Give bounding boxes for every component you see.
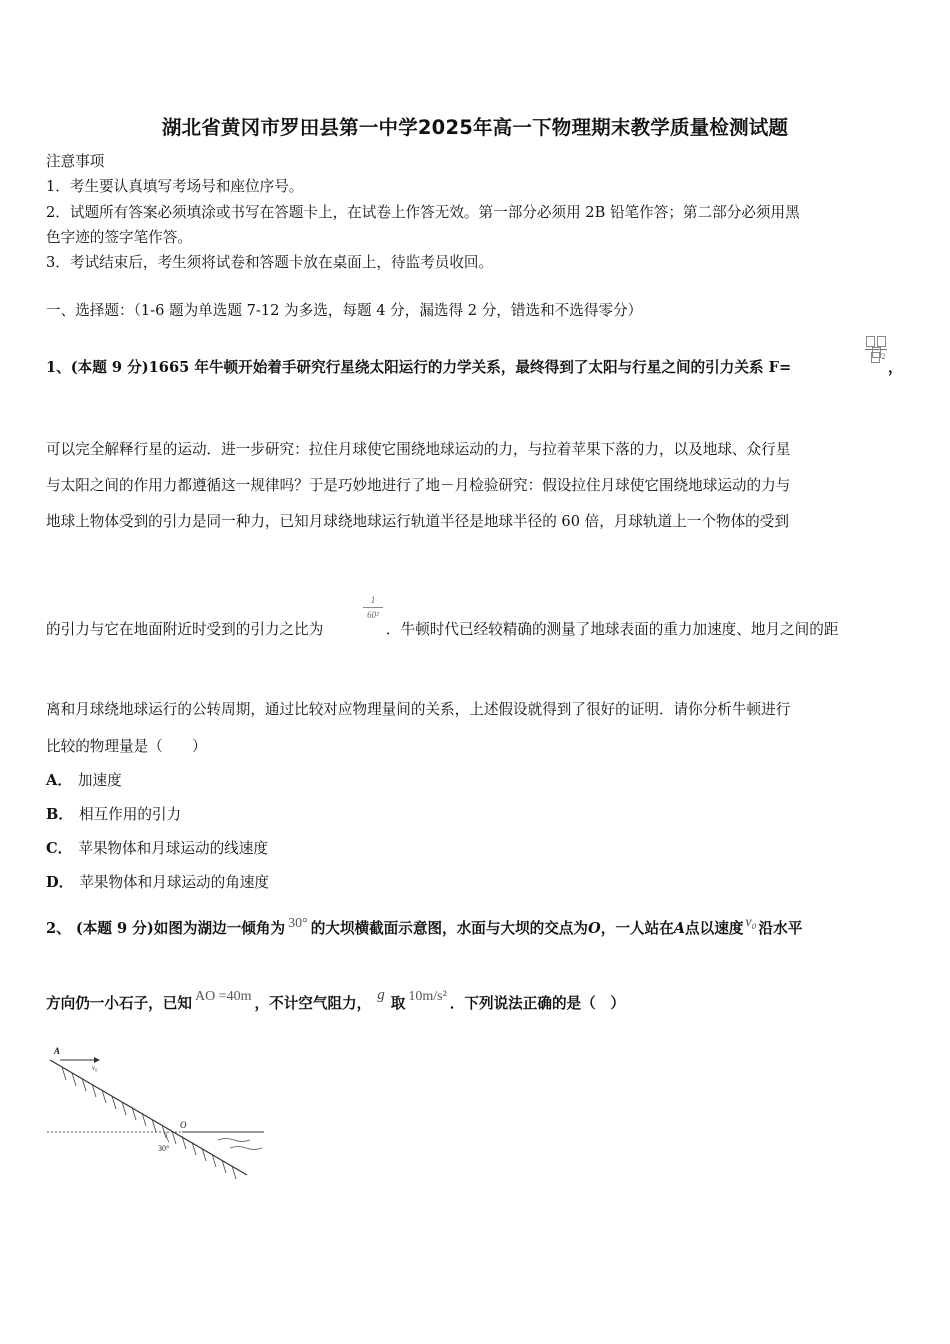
- q2-line-1: [46, 915, 803, 940]
- q1-line-1: [46, 358, 791, 378]
- angle-arc: [166, 1132, 169, 1142]
- q2-part-4: 点以速度: [685, 920, 744, 937]
- notice-item: 2．试题所有答案必须填涂或书写在答题卡上，在试卷上作答无效。第一部分必须用 2B 铅笔作答；第二部分必须用黑: [46, 204, 800, 221]
- q2-gval: 10m/s²: [408, 989, 447, 1004]
- fraction-numerator: 1: [370, 595, 376, 605]
- option-text: 相互作用的引力: [78, 806, 182, 823]
- notice-item: 色字迹的签字笔作答。: [46, 229, 192, 246]
- q1-line-5: [46, 620, 323, 640]
- section-heading: 一、选择题：（1-6 题为单选题 7-12 为多选，每题 4 分，漏选得 2 分，错选和不选得零分）: [46, 302, 643, 319]
- q2-part-1: 2、 (本题 9 分)如图为湖边一倾角为: [46, 920, 286, 937]
- fraction-denominator: 60²: [367, 610, 379, 620]
- q1-line-5a: 的引力与它在地面附近时受到的引力之比为: [46, 621, 324, 638]
- q1-option-b[interactable]: [46, 805, 181, 825]
- notice-heading: 注意事项: [46, 153, 105, 170]
- q1-line-7: 比较的物理量是（ ）: [46, 738, 207, 755]
- dam-hatching: [62, 1067, 236, 1179]
- option-label: A．: [46, 772, 72, 789]
- option-label: D．: [46, 874, 74, 891]
- option-text: 加速度: [77, 772, 122, 789]
- q1-line-2: 可以完全解释行星的运动．进一步研究：拉住月球使它围绕地球运动的力，与拉着苹果下落的力，以及地球、众行星: [46, 441, 791, 458]
- q1-line-6: 离和月球绕地球运行的公转周期，通过比较对应物理量间的关系，上述假设就得到了很好的证明．请你分析牛顿进行: [46, 701, 791, 718]
- label-a: A: [54, 1046, 61, 1056]
- q2-point-o: O: [588, 920, 601, 937]
- q2-v0: v₀: [745, 915, 757, 930]
- page-title: 湖北省黄冈市罗田县第一中学2025年高一下物理期末教学质量检测试题: [161, 116, 789, 139]
- q2-ao: AO =40m: [194, 989, 252, 1004]
- q1-ratio-fraction: [360, 594, 386, 626]
- q2-line-2b: ，不计空气阻力，: [254, 995, 372, 1012]
- option-label: B．: [46, 806, 73, 823]
- q1-prefix: 1、(本题 9 分)1665 年牛顿开始着手研究行星绕太阳运行的力学关系，最终得到了太阳与行星之间的引力关系 F=: [46, 359, 792, 376]
- water-wave: [218, 1139, 250, 1142]
- q2-point-a: A: [673, 920, 686, 937]
- q2-line-2c: 取: [390, 995, 406, 1012]
- q2-part-2: 的大坝横截面示意图，水面与大坝的交点为: [310, 920, 588, 937]
- q2-g: g: [377, 987, 385, 1003]
- q1-option-c[interactable]: [46, 839, 268, 859]
- v0-arrowhead: [94, 1057, 100, 1063]
- dam-slope: [50, 1060, 247, 1175]
- dam-figure: [42, 1040, 272, 1189]
- q1-option-a[interactable]: [46, 771, 122, 791]
- label-angle: 30°: [158, 1144, 170, 1153]
- notice-item: 1．考生要认真填写考场号和座位序号。: [46, 178, 304, 195]
- q1-option-d[interactable]: [46, 873, 269, 893]
- dam-diagram: [42, 1040, 272, 1185]
- q2-line-2: [46, 987, 625, 1015]
- q2-angle: 30°: [288, 916, 308, 931]
- q2-part-5: 沿水平: [758, 920, 803, 937]
- q1-suffix: ，: [888, 359, 903, 376]
- label-v0: v₀: [92, 1064, 98, 1072]
- q1-line-4: 地球上物体受到的引力是同一种力，已知月球绕地球运行轨道半径是地球半径的 60 倍，月球轨道上一个物体的受到: [46, 513, 789, 530]
- option-text: 苹果物体和月球运动的角速度: [79, 874, 269, 891]
- q1-line-3: 与太阳之间的作用力都遵循这一规律吗？于是巧妙地进行了地－月检验研究：假设拉住月球使它围绕地球运动的力与: [46, 477, 791, 494]
- option-text: 苹果物体和月球运动的线速度: [78, 840, 268, 857]
- q1-line-5b: ．牛顿时代已经较精确的测量了地球表面的重力加速度、地月之间的距: [386, 621, 839, 638]
- q1-formula-image: 2: [862, 334, 890, 364]
- option-label: C．: [46, 840, 73, 857]
- water-wave: [230, 1147, 262, 1150]
- label-o: O: [180, 1120, 187, 1130]
- notice-item: 3．考试结束后，考生须将试卷和答题卡放在桌面上，待监考员收回。: [46, 254, 494, 271]
- q2-part-3: ，一人站在: [600, 920, 674, 937]
- q2-line-2d: ．下列说法正确的是（ ）: [449, 995, 625, 1012]
- q2-line-2a: 方向仍一小石子，已知: [46, 995, 192, 1012]
